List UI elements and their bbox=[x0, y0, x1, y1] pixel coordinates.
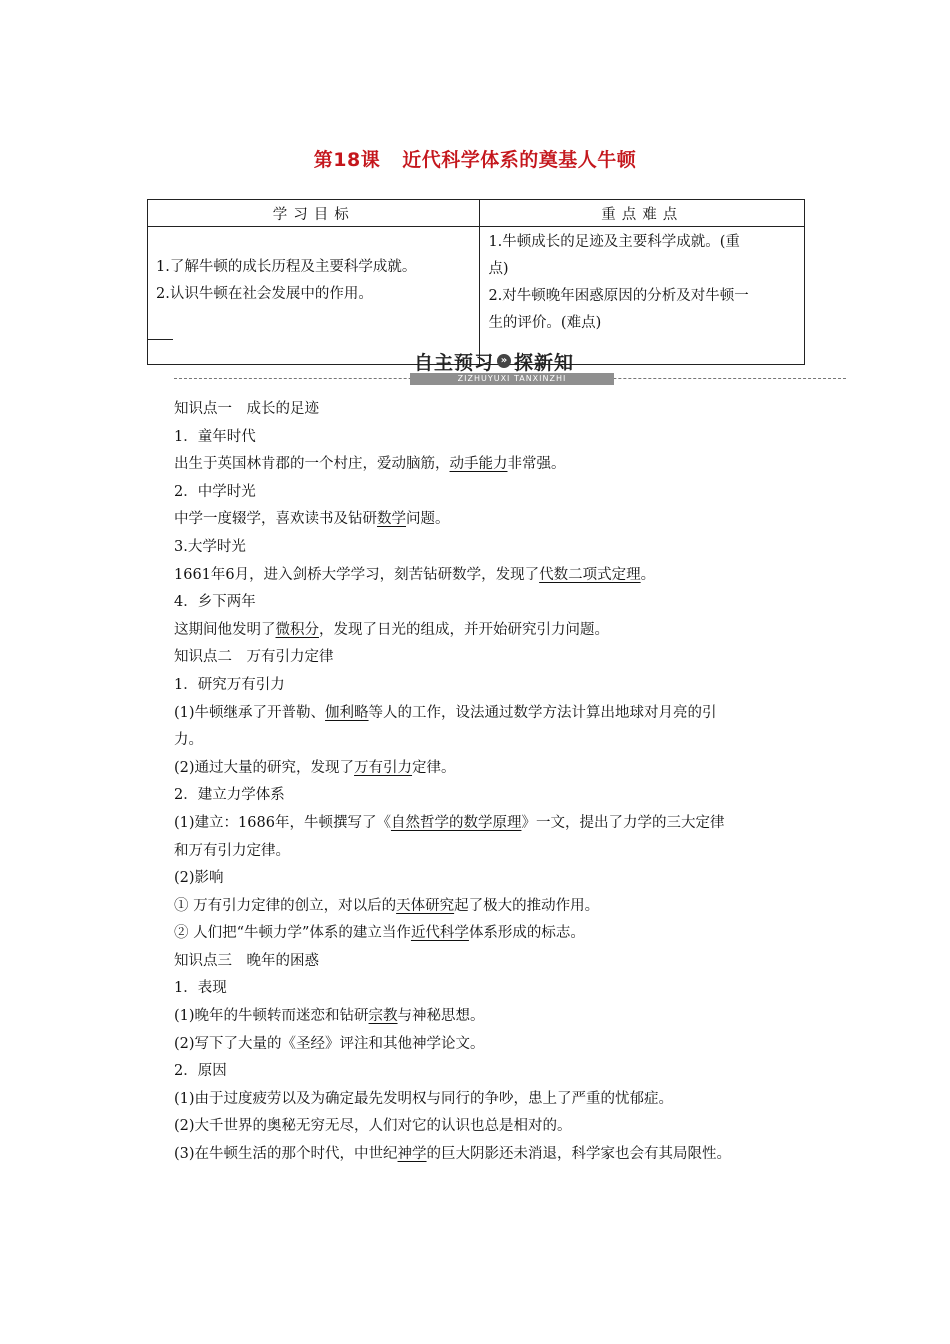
objectives-cell bbox=[148, 227, 480, 365]
line-text: 。 bbox=[640, 566, 656, 583]
line-text: (3)在牛顿生活的那个时代，中世纪 bbox=[174, 1146, 398, 1163]
line-text: 与神秘思想。 bbox=[397, 1008, 485, 1025]
banner-title bbox=[414, 348, 574, 374]
objective-line: 2.认识牛顿在社会发展中的作用。 bbox=[156, 286, 373, 302]
content-line bbox=[174, 1003, 824, 1031]
content-line bbox=[174, 893, 824, 921]
line-text: 1．表现 bbox=[174, 980, 227, 997]
line-text: ① 万有引力定律的创立，对以后的 bbox=[174, 897, 397, 914]
objective-line: 1.了解牛顿的成长历程及主要科学成就。 bbox=[156, 259, 417, 275]
line-text: 力。 bbox=[174, 732, 203, 749]
lesson-name: 近代科学体系的奠基人牛顿 bbox=[402, 149, 637, 171]
answer-blank: 微积分 bbox=[275, 621, 319, 638]
line-text: 知识点一 成长的足迹 bbox=[174, 401, 319, 417]
content-line bbox=[174, 672, 824, 700]
content-line bbox=[174, 810, 824, 838]
content-line bbox=[174, 589, 824, 617]
answer-blank: 动手能力 bbox=[449, 456, 508, 473]
content-line bbox=[174, 1141, 824, 1169]
answer-blank: 数学 bbox=[377, 511, 406, 528]
line-text: 2．建立力学体系 bbox=[174, 787, 285, 804]
line-text: 2．中学时光 bbox=[174, 483, 256, 500]
lesson-number: 第18课 bbox=[313, 149, 381, 171]
line-text: 起了极大的推动作用。 bbox=[454, 897, 600, 914]
line-text: (1)晚年的牛顿转而迷恋和钻研 bbox=[174, 1008, 369, 1025]
content-line bbox=[174, 700, 824, 728]
line-text: (2)写下了大量的《圣经》评注和其他神学论文。 bbox=[174, 1035, 485, 1052]
line-text: 和万有引力定律。 bbox=[174, 842, 290, 859]
double-chevron-icon: » bbox=[497, 354, 511, 368]
line-text: 问题。 bbox=[406, 511, 450, 528]
answer-blank: 伽利略 bbox=[325, 704, 369, 721]
line-text: 1．研究万有引力 bbox=[174, 676, 285, 693]
line-text: 知识点三 晚年的困惑 bbox=[174, 952, 319, 969]
banner-part1: 自主预习 bbox=[414, 351, 495, 374]
content-line bbox=[174, 755, 824, 783]
lesson-title bbox=[0, 145, 950, 172]
header-objectives: 学习目标 bbox=[148, 200, 480, 227]
line-text: 的巨大阴影还未消退，科学家也会有其局限性。 bbox=[426, 1146, 732, 1163]
key-points-cell bbox=[480, 227, 805, 365]
line-text: (2)大千世界的奥秘无穷无尽，人们对它的认识也总是相对的。 bbox=[174, 1118, 572, 1135]
line-text: ，发现了日光的组成，并开始研究引力问题。 bbox=[319, 621, 609, 638]
section-banner bbox=[174, 346, 846, 386]
answer-blank: 万有引力 bbox=[354, 759, 413, 776]
content-line bbox=[174, 562, 824, 590]
content-line bbox=[174, 396, 824, 424]
line-text: 2．原因 bbox=[174, 1063, 227, 1080]
header-key-points: 重点难点 bbox=[480, 200, 805, 227]
content-line bbox=[174, 424, 824, 452]
content-line bbox=[174, 644, 824, 672]
key-point-line: 点) bbox=[488, 261, 509, 277]
key-point-line: 2.对牛顿晚年困惑原因的分析及对牛顿一 bbox=[488, 288, 749, 304]
content-line bbox=[174, 727, 824, 755]
content-line bbox=[174, 1086, 824, 1114]
line-text: 1661年6月，进入剑桥大学学习，刻苦钻研数学，发现了 bbox=[174, 566, 540, 583]
content-line bbox=[174, 479, 824, 507]
answer-blank: 自然哲学的数学原理 bbox=[390, 814, 522, 831]
content-line bbox=[174, 1058, 824, 1086]
content-line bbox=[174, 451, 824, 479]
line-text: 这期间他发明了 bbox=[174, 621, 276, 638]
content-line bbox=[174, 617, 824, 645]
content-line bbox=[174, 534, 824, 562]
content-line bbox=[174, 865, 824, 893]
line-text: 等人的工作，设法通过数学方法计算出地球对月亮的引 bbox=[368, 704, 717, 721]
line-text: 3.大学时光 bbox=[174, 538, 246, 555]
line-text: (1)牛顿继承了开普勒、 bbox=[174, 704, 326, 721]
answer-blank: 神学 bbox=[397, 1146, 427, 1163]
table-stub-line bbox=[147, 339, 173, 340]
line-text: 知识点二 万有引力定律 bbox=[174, 649, 334, 666]
line-text: 体系形成的标志。 bbox=[468, 925, 585, 942]
content-line bbox=[174, 782, 824, 810]
content-line bbox=[174, 1031, 824, 1059]
banner-pinyin: ZIZHUYUXI TANXINZHI bbox=[410, 373, 614, 385]
line-text: (1)由于过度疲劳以及为确定最先发明权与同行的争吵，患上了严重的忧郁症。 bbox=[174, 1090, 674, 1107]
line-text: 中学一度辍学，喜欢读书及钻研 bbox=[174, 511, 377, 528]
banner-part2: 探新知 bbox=[514, 351, 575, 374]
line-text: 4．乡下两年 bbox=[174, 594, 256, 611]
objectives-table bbox=[147, 199, 805, 365]
content-line bbox=[174, 838, 824, 866]
content-line bbox=[174, 1113, 824, 1141]
line-text: 定律。 bbox=[412, 759, 456, 776]
line-text: 出生于英国林肯郡的一个村庄，爱动脑筋， bbox=[174, 456, 450, 473]
key-point-line: 1.牛顿成长的足迹及主要科学成就。(重 bbox=[488, 234, 740, 250]
line-text: ② 人们把“牛顿力学”体系的建立当作 bbox=[174, 925, 411, 942]
answer-blank: 近代科学 bbox=[410, 925, 469, 942]
content-body bbox=[174, 396, 824, 1169]
line-text: (2)影响 bbox=[174, 870, 224, 887]
line-text: (1)建立：1686年，牛顿撰写了《 bbox=[174, 814, 391, 831]
content-line bbox=[174, 948, 824, 976]
line-text: 1．童年时代 bbox=[174, 428, 256, 445]
line-text: (2)通过大量的研究，发现了 bbox=[174, 759, 355, 776]
content-line bbox=[174, 975, 824, 1003]
answer-blank: 代数二项式定理 bbox=[539, 566, 641, 583]
answer-blank: 宗教 bbox=[368, 1008, 398, 1025]
answer-blank: 天体研究 bbox=[396, 897, 455, 914]
content-line bbox=[174, 920, 824, 948]
line-text: 非常强。 bbox=[507, 456, 566, 473]
key-point-line: 生的评价。(难点) bbox=[488, 315, 602, 331]
content-line bbox=[174, 506, 824, 534]
line-text: 》一文，提出了力学的三大定律 bbox=[521, 814, 725, 831]
